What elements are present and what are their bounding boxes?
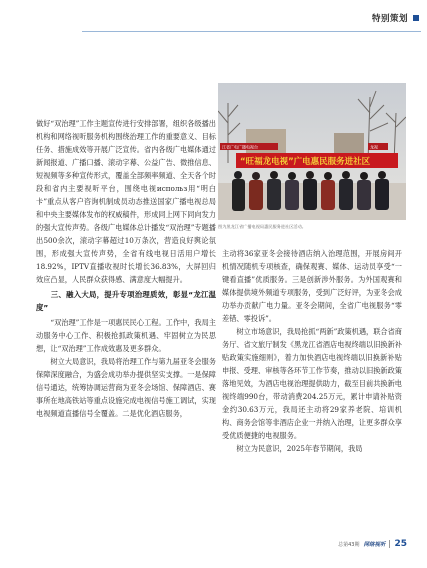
left-paragraph-3: 树立大局意识，我局将治理工作与第九届亚冬会服务保障深度融合，为盛会成功举办提供坚实支撑。一是保障信号通达，统筹协调运营商为亚冬会场馆、保障酒店、赛事所在地高铁站等重点设施完成电视信号施工调试，实现电视频道直播信号全覆盖。二是优化酒店服务，: [36, 357, 216, 418]
header-rule: [82, 31, 421, 32]
issue-number: 总第43期: [338, 541, 360, 548]
section-label: 特别策划: [371, 14, 408, 24]
magazine-name: 网络视听: [363, 542, 386, 548]
page-footer: [338, 539, 407, 549]
left-paragraph-2: “双治理”工作是一项惠民民心工程。工作中，我局主动服务中心工作、积极抢抓政策机遇、牢固树立为民思想，让“双治理”工作成效惠及更多群众。: [36, 318, 216, 353]
subheading-text: 融入大局，提升专项治理质效，彰显“龙江温度”: [36, 290, 216, 312]
event-photo: [218, 83, 406, 220]
page-number: 25: [394, 539, 407, 549]
photo-caption: 图为黑龙江省广播电视局惠民服务进社区活动。: [218, 224, 306, 229]
page-header: [372, 12, 419, 24]
banner-text: “旺福龙电视”广电惠民服务进社区: [240, 157, 371, 167]
section-subheading: [36, 288, 216, 314]
left-paragraph-1: 做好“双治理”工作主题宣传进行安排部署，组织各级播出机构和网络视听服务机构围绕治理工作的重要意义、目标任务、措施成效等开展广泛宣传。省内各级广电媒体通过新闻报道、广播口播、滚动字幕、公益广告、微推信息、短视频等多种宣传形式，覆盖全部频率频道、全天各个时段和省内主要视听平台，围绕电视использ用“明白卡”重点从客户咨询机制成员动态推送国家广播电视总局和中央主要媒体发布的权威稿件，形成同上网下同向发力的强大宣传声势。各级广电媒体总计播发“双治理”专题播出500余次，滚动字幕超过10万条次，营造良好舆论氛围，形成强大宣传声势，全省有线电视日活用户增长18.92%，IPTV直播收视时长增长36.83%，大屏回归效应凸显，人民群众获得感、满意度大幅提升。: [36, 119, 216, 284]
tag-right: 龙视: [370, 144, 378, 150]
subheading-number: 三、: [50, 290, 67, 299]
right-paragraph-2: 树立市场意识，我局抢抓“两新”政策机遇，联合省商务厅、省文旅厅制发《黑龙江省酒店电视终端以旧换新补贴政策实施细则》，着力加快酒店电视终端以旧换新补贴申报、受理、审核等各环节工作节奏，推动以旧换新政策落地见效，为酒店电视治理提供助力，截至目前共换新电视终端990台，带动消费204.25万元，累计申请补贴资金约30.63万元，我局还主动将29家养老院、培训机构、商务会馆等非酒店企业一并纳入治理，让更多群众享受优质便捷的电视服务。: [222, 327, 402, 440]
section-square-icon: [413, 15, 419, 21]
left-column: [36, 117, 216, 420]
right-paragraph-3: 树立为民意识，2025年春节期间，我局: [236, 444, 363, 453]
footer-divider: [389, 540, 390, 548]
right-column: [222, 247, 402, 455]
right-paragraph-1: 主动将36家亚冬会接待酒店纳入治理范围，开展房间开机情况随机专项核查，确保观赛、媒体、运动员享受“一键看直播”优质服务。三是创新涉外服务。为外国观赛和媒体提供境外频道专项服务，受到广泛好评，为亚冬会成功举办贡献广电力量。亚冬会期间，全省广电视服务“零差错、零投诉”。: [222, 249, 402, 323]
tag-left: 江省广电广播电视台: [222, 144, 258, 150]
